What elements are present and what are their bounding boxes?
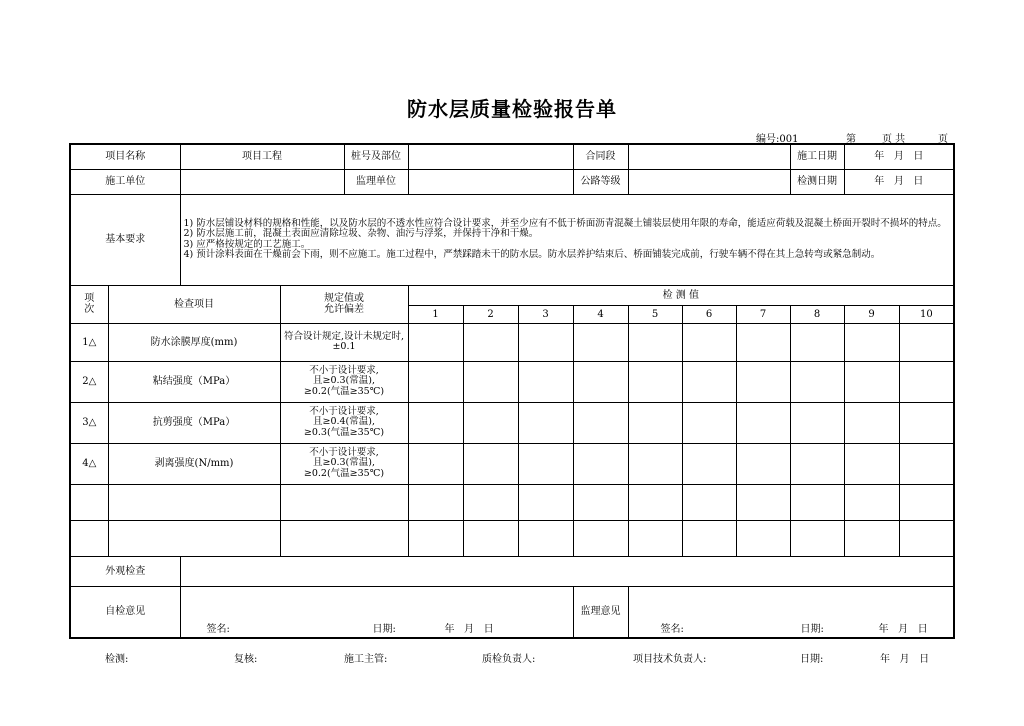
item-name: 抗剪强度（MPa） [108,402,280,443]
supervision-date-value: 年 月 日 [878,624,928,635]
measure-cell[interactable] [899,443,954,484]
measure-cell[interactable] [628,323,682,361]
inspection-date-value[interactable]: 年 月 日 [844,169,954,194]
measure-cell[interactable] [844,323,899,361]
measure-cell[interactable] [736,484,790,520]
measure-cell[interactable] [463,402,518,443]
item-name-empty[interactable] [108,484,280,520]
supervision-area[interactable] [628,586,954,638]
highway-grade-label: 公路等级 [573,169,628,194]
measure-cell[interactable] [463,520,518,556]
table-row [70,443,954,484]
measure-cell[interactable] [463,361,518,402]
item-no: 2△ [70,361,108,402]
measure-cell[interactable] [844,402,899,443]
requirement-1: 1) 防水层铺设材料的规格和性能，以及防水层的不透水性应符合设计要求，并至少应有不低于桥面沥青混凝土铺装层使用年限的寿命，能适应荷载及混凝土桥面开裂时不损坏的特点。 [183,217,947,229]
inspection-table [69,143,955,639]
measure-cell[interactable] [518,323,573,361]
spec-header: 规定值或 允许偏差 [280,285,408,323]
project-name-value[interactable]: 项目工程 [180,144,344,169]
construction-date-label: 施工日期 [790,144,844,169]
measure-col-8: 8 [790,305,844,323]
measure-cell[interactable] [790,484,844,520]
measure-cell[interactable] [682,443,736,484]
measure-cell[interactable] [899,361,954,402]
project-name-label: 项目名称 [70,144,180,169]
item-no: 1△ [70,323,108,361]
item-spec: 不小于设计要求, 且≥0.3(常温), ≥0.2(气温≥35℃) [280,361,408,402]
highway-grade-value[interactable] [628,169,790,194]
station-value[interactable] [408,144,573,169]
measure-cell[interactable] [736,443,790,484]
measure-cell[interactable] [408,323,463,361]
measure-cell[interactable] [682,484,736,520]
table-row [70,484,954,520]
measure-cell[interactable] [463,323,518,361]
contract-label: 合同段 [573,144,628,169]
measure-cell[interactable] [790,402,844,443]
measure-cell[interactable] [408,520,463,556]
page-end-label: 页 [938,134,948,145]
item-no-empty[interactable] [70,484,108,520]
measure-cell[interactable] [518,402,573,443]
measure-cell[interactable] [844,361,899,402]
item-spec: 不小于设计要求, 且≥0.3(常温), ≥0.2(气温≥35℃) [280,443,408,484]
measure-col-7: 7 [736,305,790,323]
item-name: 防水涂膜厚度(mm) [108,323,280,361]
requirement-2: 2) 防水层施工前，混凝土表面应清除垃圾、杂物、油污与浮浆，并保持干净和干燥。 [183,228,539,239]
measure-cell[interactable] [844,520,899,556]
measure-cell[interactable] [518,361,573,402]
item-spec-empty[interactable] [280,484,408,520]
appearance-label: 外观检查 [70,556,180,586]
item-no: 4△ [70,443,108,484]
measure-cell[interactable] [899,402,954,443]
appearance-value[interactable] [180,556,954,586]
measure-cell[interactable] [682,361,736,402]
item-name: 粘结强度（MPa） [108,361,280,402]
item-spec: 符合设计规定,设计未规定时,±0.1 [280,323,408,361]
supervision-label: 监理意见 [573,586,628,638]
measure-cell[interactable] [899,323,954,361]
serial-number: 编号:001 [756,134,799,145]
measure-cell[interactable] [573,402,628,443]
measure-col-4: 4 [573,305,628,323]
measure-cell[interactable] [628,484,682,520]
measure-cell[interactable] [790,323,844,361]
item-spec: 不小于设计要求, 且≥0.4(常温), ≥0.3(气温≥35℃) [280,402,408,443]
measure-cell[interactable] [682,402,736,443]
footer-date-value: 年 月 日 [880,654,930,665]
measure-cell[interactable] [736,520,790,556]
measure-cell[interactable] [408,484,463,520]
self-check-date-value: 年 月 日 [444,624,494,635]
item-no-empty[interactable] [70,520,108,556]
measure-cell[interactable] [408,402,463,443]
table-row [70,520,954,556]
measure-cell[interactable] [408,361,463,402]
measure-cell[interactable] [844,443,899,484]
measure-cell[interactable] [628,361,682,402]
table-row [70,323,954,361]
table-row [70,402,954,443]
measure-cell[interactable] [736,361,790,402]
measure-cell[interactable] [573,361,628,402]
self-check-sign-label: 签名: [206,624,230,635]
item-spec-empty[interactable] [280,520,408,556]
measure-col-1: 1 [408,305,463,323]
measure-cell[interactable] [844,484,899,520]
supervision-date-label: 日期: [800,624,824,635]
check-item-header: 检查项目 [108,285,280,323]
construction-unit-label: 施工单位 [70,169,180,194]
measure-cell[interactable] [736,323,790,361]
measure-cell[interactable] [518,484,573,520]
footer-reviewer: 复核: [234,654,258,665]
item-name: 剥离强度(N/mm) [108,443,280,484]
measure-cell[interactable] [518,520,573,556]
page-title: 防水层质量检验报告单 [407,97,617,121]
page-label: 第 [846,134,856,145]
self-check-date-label: 日期: [372,624,396,635]
measure-cell[interactable] [573,323,628,361]
measure-cell[interactable] [408,443,463,484]
footer-construction-supervisor: 施工主管: [344,654,388,665]
contract-value[interactable] [628,144,790,169]
table-row [70,361,954,402]
measure-cell[interactable] [790,443,844,484]
measure-cell[interactable] [736,402,790,443]
footer-qc-manager: 质检负责人: [482,654,536,665]
measure-cell[interactable] [628,402,682,443]
measure-cell[interactable] [628,520,682,556]
measure-cell[interactable] [573,443,628,484]
item-no: 3△ [70,402,108,443]
footer-date-label: 日期: [800,654,824,665]
measure-cell[interactable] [628,443,682,484]
supervision-unit-value[interactable] [408,169,573,194]
requirement-4: 4) 预计涂料表面在干燥前会下雨，则不应施工。施工过程中，严禁踩踏未干的防水层。防水层养护结束后、桥面铺装完成前，行驶车辆不得在其上急转弯或紧急制动。 [183,249,881,260]
requirements-text [180,194,954,285]
footer-inspector: 检测: [105,654,129,665]
measure-cell[interactable] [573,484,628,520]
inspection-date-label: 检测日期 [790,169,844,194]
measure-col-5: 5 [628,305,682,323]
measure-cell[interactable] [463,484,518,520]
construction-unit-value[interactable] [180,169,344,194]
measure-cell[interactable] [573,520,628,556]
construction-date-value[interactable]: 年 月 日 [844,144,954,169]
item-name-empty[interactable] [108,520,280,556]
measure-cell[interactable] [518,443,573,484]
self-check-label: 自检意见 [70,586,180,638]
station-label: 桩号及部位 [344,144,408,169]
measure-cell[interactable] [899,484,954,520]
requirements-label: 基本要求 [70,194,180,285]
footer-tech-manager: 项目技术负责人: [633,654,707,665]
item-no-header: 项 次 [70,285,108,323]
measure-cell[interactable] [899,520,954,556]
measure-col-2: 2 [463,305,518,323]
supervision-sign-label: 签名: [660,624,684,635]
measure-col-3: 3 [518,305,573,323]
measure-col-9: 9 [844,305,899,323]
measure-cell[interactable] [463,443,518,484]
measured-values-header: 检 测 值 [408,285,954,305]
requirement-3: 3) 应严格按规定的工艺施工。 [183,238,311,250]
measure-cell[interactable] [790,361,844,402]
page-total-label: 页 共 [882,134,906,145]
self-check-area[interactable] [180,586,573,638]
supervision-unit-label: 监理单位 [344,169,408,194]
measure-cell[interactable] [682,323,736,361]
measure-cell[interactable] [790,520,844,556]
measure-cell[interactable] [682,520,736,556]
measure-col-10: 10 [899,305,954,323]
measure-col-6: 6 [682,305,736,323]
